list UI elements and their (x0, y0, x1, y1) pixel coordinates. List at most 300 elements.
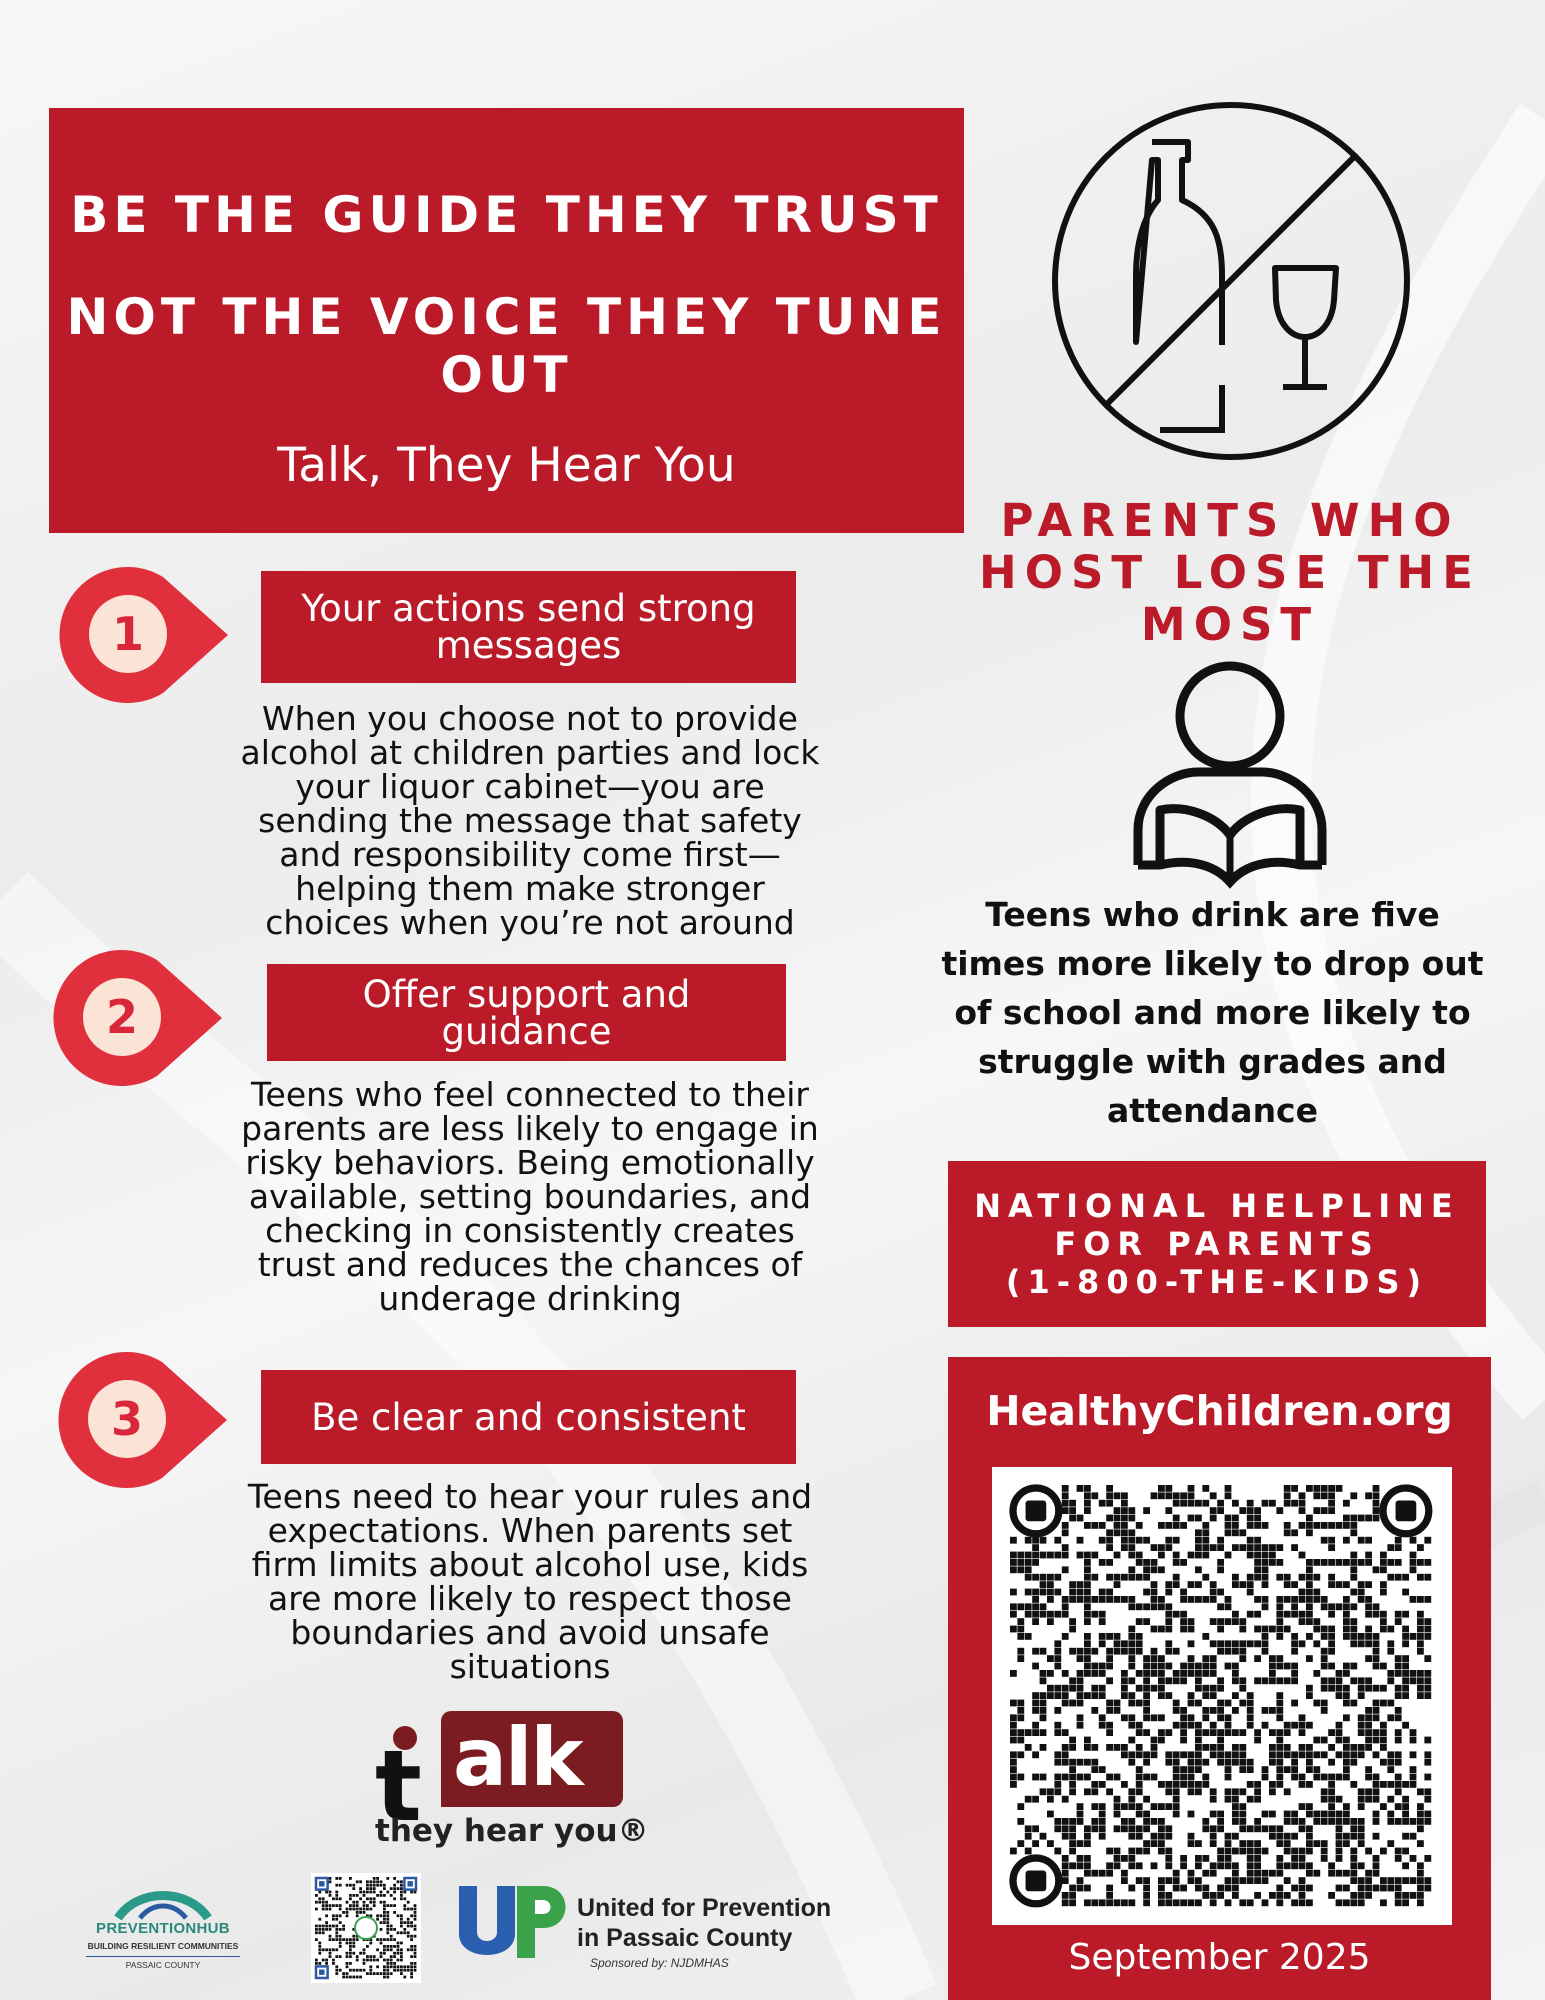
qr-module (403, 1897, 406, 1900)
qr-module (1084, 1485, 1091, 1492)
qr-module (1417, 1611, 1424, 1618)
qr-module (335, 1897, 338, 1900)
qr-module (1387, 1648, 1394, 1655)
qr-module (1410, 1833, 1417, 1840)
qr-module (376, 1914, 379, 1917)
qr-module (1128, 1751, 1135, 1758)
qr-module (407, 1918, 410, 1921)
qr-module (1365, 1774, 1372, 1781)
qr-module (1262, 1870, 1269, 1877)
qr-module (1084, 1589, 1091, 1596)
qr-module (1232, 1811, 1239, 1818)
qr-module (349, 1962, 352, 1965)
qr-module (397, 1965, 400, 1968)
qr-module (1239, 1751, 1246, 1758)
qr-module (1328, 1759, 1335, 1766)
qr-module (1091, 1522, 1098, 1529)
qr-module (1254, 1515, 1261, 1522)
qr-module (1395, 1663, 1402, 1670)
qr-module (1380, 1700, 1387, 1707)
qr-module (1336, 1522, 1343, 1529)
qr-module (1350, 1552, 1357, 1559)
qr-module (390, 1972, 393, 1975)
qr-module (1262, 1707, 1269, 1714)
qr-module (1336, 1581, 1343, 1588)
qr-module (1328, 1803, 1335, 1810)
qr-module (1225, 1796, 1232, 1803)
qr-module (1321, 1855, 1328, 1862)
qr-module (1395, 1559, 1402, 1566)
qr-module (1121, 1640, 1128, 1647)
qr-module (393, 1952, 396, 1955)
qr-module (393, 1938, 396, 1941)
qr-module (393, 1877, 396, 1880)
qr-module (1328, 1818, 1335, 1825)
qr-module (1336, 1811, 1343, 1818)
qr-module (1306, 1899, 1313, 1906)
qr-module (1291, 1529, 1298, 1536)
qr-module (1291, 1774, 1298, 1781)
qr-module (346, 1972, 349, 1975)
qr-module (325, 1921, 328, 1924)
qr-module (410, 1908, 413, 1911)
qr-module (349, 1938, 352, 1941)
qr-module (1276, 1855, 1283, 1862)
qr-module (1210, 1744, 1217, 1751)
qr-module (1373, 1855, 1380, 1862)
qr-module (386, 1945, 389, 1948)
qr-module (1291, 1648, 1298, 1655)
qr-module (1417, 1892, 1424, 1899)
qr-module (1262, 1552, 1269, 1559)
qr-module (1084, 1559, 1091, 1566)
small-qr-code-icon[interactable] (311, 1873, 421, 1983)
qr-module (393, 1945, 396, 1948)
qr-module (1336, 1677, 1343, 1684)
qr-module (1173, 1611, 1180, 1618)
qr-module (1195, 1766, 1202, 1773)
qr-module (1143, 1877, 1150, 1884)
qr-module (1114, 1700, 1121, 1707)
qr-module (1195, 1544, 1202, 1551)
qr-module (1047, 1574, 1054, 1581)
qr-module (1343, 1774, 1350, 1781)
qr-module (1062, 1729, 1069, 1736)
tip-3-number: 3 (88, 1380, 166, 1458)
qr-module (359, 1880, 362, 1883)
qr-module (1328, 1611, 1335, 1618)
qr-module (1232, 1677, 1239, 1684)
qr-module (1173, 1759, 1180, 1766)
qr-module (1114, 1648, 1121, 1655)
qr-module (1269, 1833, 1276, 1840)
qr-module (1091, 1552, 1098, 1559)
qr-module (1025, 1603, 1032, 1610)
qr-module (1343, 1559, 1350, 1566)
qr-module (335, 1891, 338, 1894)
qr-module (1128, 1663, 1135, 1670)
qr-module (1262, 1544, 1269, 1551)
qr-module (366, 1972, 369, 1975)
qr-module (1121, 1685, 1128, 1692)
qr-module (1047, 1611, 1054, 1618)
qr-module (1299, 1507, 1306, 1514)
qr-module (1128, 1855, 1135, 1862)
qr-module (1158, 1818, 1165, 1825)
qr-module (1106, 1707, 1113, 1714)
qr-module (335, 1955, 338, 1958)
qr-module (386, 1962, 389, 1965)
qr-module (1395, 1885, 1402, 1892)
qr-module (1188, 1626, 1195, 1633)
qr-module (407, 1969, 410, 1972)
qr-module (1247, 1515, 1254, 1522)
qr-module (1373, 1611, 1380, 1618)
qr-module (1336, 1899, 1343, 1906)
qr-module (1165, 1877, 1172, 1884)
qr-module (1291, 1670, 1298, 1677)
qr-module (1143, 1677, 1150, 1684)
qr-module (1350, 1833, 1357, 1840)
qr-module (1262, 1640, 1269, 1647)
qr-module (1121, 1818, 1128, 1825)
qr-module (373, 1891, 376, 1894)
qr-module (414, 1925, 417, 1928)
qr-module (1091, 1803, 1098, 1810)
qr-module (407, 1908, 410, 1911)
qr-module (325, 1948, 328, 1951)
qr-module (1254, 1655, 1261, 1662)
qr-module (1306, 1811, 1313, 1818)
qr-module (1210, 1722, 1217, 1729)
qr-module (1328, 1626, 1335, 1633)
qr-module (356, 1976, 359, 1979)
qr-module (1239, 1685, 1246, 1692)
qr-module (1225, 1877, 1232, 1884)
qr-module (1062, 1899, 1069, 1906)
qr-module (1099, 1766, 1106, 1773)
qr-module (1247, 1707, 1254, 1714)
qr-module (1062, 1507, 1069, 1514)
qr-module (410, 1948, 413, 1951)
qr-module (1077, 1877, 1084, 1884)
qr-module (1313, 1522, 1320, 1529)
qr-module (386, 1948, 389, 1951)
qr-module (1128, 1796, 1135, 1803)
qr-module (1165, 1618, 1172, 1625)
qr-module (1395, 1611, 1402, 1618)
qr-module (1202, 1781, 1209, 1788)
qr-module (1343, 1685, 1350, 1692)
qr-module (1040, 1788, 1047, 1795)
qr-module (1306, 1559, 1313, 1566)
qr-module (1017, 1633, 1024, 1640)
qr-module (1017, 1707, 1024, 1714)
qr-module (1143, 1685, 1150, 1692)
qr-module (1032, 1663, 1039, 1670)
qr-module (1062, 1877, 1069, 1884)
qr-module (325, 1959, 328, 1962)
qr-module (1373, 1737, 1380, 1744)
qr-module (369, 1959, 372, 1962)
qr-module (1128, 1825, 1135, 1832)
qr-module (1343, 1626, 1350, 1633)
qr-module (356, 1908, 359, 1911)
qr-module (1069, 1648, 1076, 1655)
qr-module (335, 1914, 338, 1917)
qr-module (1358, 1885, 1365, 1892)
qr-module (1336, 1603, 1343, 1610)
qr-module (1321, 1751, 1328, 1758)
qr-module (1136, 1522, 1143, 1529)
qr-module (1202, 1892, 1209, 1899)
qr-module (1276, 1574, 1283, 1581)
qr-module (349, 1952, 352, 1955)
qr-module (400, 1884, 403, 1887)
qr-module (400, 1959, 403, 1962)
qr-module (1373, 1603, 1380, 1610)
qr-module (1395, 1737, 1402, 1744)
qr-module (352, 1894, 355, 1897)
qr-module (1225, 1618, 1232, 1625)
qr-module (1291, 1611, 1298, 1618)
qr-module (414, 1935, 417, 1938)
qr-module (1380, 1552, 1387, 1559)
qr-module (363, 1962, 366, 1965)
qr-module (1336, 1833, 1343, 1840)
website-link[interactable]: HealthyChildren.org (986, 1387, 1453, 1435)
qr-module (1106, 1596, 1113, 1603)
qr-module (400, 1942, 403, 1945)
qr-module (400, 1965, 403, 1968)
qr-module (1410, 1766, 1417, 1773)
qr-module (1202, 1544, 1209, 1551)
qr-module (1232, 1833, 1239, 1840)
qr-module (1077, 1803, 1084, 1810)
tip-2-body: Teens who feel connected to their parents are less likely to engage in risky behaviors. Being emotionally available, setting boundaries, and checking in consistently creates trust and reduces the chances of underage drinking (241, 1075, 819, 1318)
qr-module (1336, 1485, 1343, 1492)
qr-module (1091, 1574, 1098, 1581)
qr-module (1262, 1648, 1269, 1655)
qr-module (380, 1891, 383, 1894)
qr-module (1143, 1537, 1150, 1544)
qr-module (1343, 1744, 1350, 1751)
qr-module (1128, 1759, 1135, 1766)
qr-module (1373, 1507, 1380, 1514)
qr-module (1128, 1885, 1135, 1892)
qr-module (1306, 1611, 1313, 1618)
qr-code-icon[interactable] (992, 1467, 1452, 1925)
qr-module (359, 1908, 362, 1911)
qr-finder-center (407, 1881, 412, 1886)
qr-module (1225, 1855, 1232, 1862)
qr-module (1128, 1626, 1135, 1633)
qr-module (1291, 1751, 1298, 1758)
qr-module (1239, 1766, 1246, 1773)
qr-module (1284, 1848, 1291, 1855)
qr-module (1291, 1596, 1298, 1603)
qr-module (1343, 1885, 1350, 1892)
qr-module (1151, 1589, 1158, 1596)
qr-module (1328, 1781, 1335, 1788)
qr-module (1225, 1515, 1232, 1522)
qr-module (322, 1948, 325, 1951)
qr-module (1047, 1589, 1054, 1596)
qr-module (1099, 1811, 1106, 1818)
qr-module (1247, 1574, 1254, 1581)
qr-module (1350, 1626, 1357, 1633)
qr-module (1350, 1640, 1357, 1647)
qr-module (1195, 1677, 1202, 1684)
qr-module (322, 1901, 325, 1904)
qr-module (1350, 1492, 1357, 1499)
qr-module (1143, 1507, 1150, 1514)
qr-module (1358, 1685, 1365, 1692)
qr-module (349, 1976, 352, 1979)
qr-module (1158, 1729, 1165, 1736)
qr-module (1321, 1485, 1328, 1492)
qr-module (414, 1962, 417, 1965)
qr-module (1040, 1581, 1047, 1588)
qr-module (349, 1884, 352, 1887)
qr-module (1373, 1714, 1380, 1721)
qr-module (390, 1894, 393, 1897)
qr-module (1410, 1751, 1417, 1758)
qr-module (1017, 1803, 1024, 1810)
qr-module (1032, 1751, 1039, 1758)
qr-module (1143, 1707, 1150, 1714)
qr-module (1269, 1811, 1276, 1818)
qr-module (1387, 1670, 1394, 1677)
qr-module (1195, 1840, 1202, 1847)
qr-module (1128, 1566, 1135, 1573)
header-subtitle: Talk, They Hear You (277, 438, 736, 493)
qr-module (1299, 1862, 1306, 1869)
qr-module (1077, 1885, 1084, 1892)
qr-module (1395, 1618, 1402, 1625)
qr-module (1188, 1663, 1195, 1670)
qr-module (1395, 1670, 1402, 1677)
qr-module (359, 1891, 362, 1894)
qr-center-badge (355, 1917, 377, 1939)
publication-date: September 2025 (1068, 1937, 1371, 1978)
qr-module (1084, 1633, 1091, 1640)
qr-module (1225, 1774, 1232, 1781)
qr-module (383, 1887, 386, 1890)
qr-module (1114, 1862, 1121, 1869)
qr-module (1380, 1722, 1387, 1729)
qr-module (1077, 1811, 1084, 1818)
qr-module (369, 1942, 372, 1945)
qr-module (1202, 1529, 1209, 1536)
qr-module (1343, 1633, 1350, 1640)
qr-module (1291, 1759, 1298, 1766)
qr-module (369, 1908, 372, 1911)
qr-module (1054, 1537, 1061, 1544)
qr-module (376, 1972, 379, 1975)
qr-module (1336, 1855, 1343, 1862)
qr-module (386, 1969, 389, 1972)
qr-module (1128, 1596, 1135, 1603)
qr-module (1336, 1870, 1343, 1877)
qr-module (342, 1972, 345, 1975)
qr-module (1121, 1677, 1128, 1684)
qr-module (1410, 1677, 1417, 1684)
qr-module (1084, 1618, 1091, 1625)
qr-module (363, 1904, 366, 1907)
qr-module (393, 1928, 396, 1931)
qr-module (407, 1965, 410, 1968)
qr-module (1091, 1692, 1098, 1699)
qr-module (1313, 1492, 1320, 1499)
qr-module (1343, 1714, 1350, 1721)
qr-module (325, 1928, 328, 1931)
qr-module (397, 1948, 400, 1951)
qr-module (1121, 1537, 1128, 1544)
qr-module (1188, 1500, 1195, 1507)
qr-module (339, 1938, 342, 1941)
qr-module (1188, 1899, 1195, 1906)
qr-module (315, 1925, 318, 1928)
qr-module (1402, 1633, 1409, 1640)
qr-module (1077, 1759, 1084, 1766)
qr-module (414, 1965, 417, 1968)
qr-module (1173, 1670, 1180, 1677)
qr-module (1128, 1544, 1135, 1551)
qr-module (1350, 1759, 1357, 1766)
qr-module (1321, 1648, 1328, 1655)
qr-module (1025, 1744, 1032, 1751)
qr-module (1040, 1700, 1047, 1707)
qr-module (1225, 1729, 1232, 1736)
qr-module (1136, 1722, 1143, 1729)
qr-module (1136, 1877, 1143, 1884)
qr-module (1128, 1552, 1135, 1559)
qr-module (1225, 1722, 1232, 1729)
qr-module (407, 1921, 410, 1924)
qr-module (1010, 1848, 1017, 1855)
qr-module (352, 1969, 355, 1972)
qr-module (339, 1897, 342, 1900)
qr-module (1210, 1729, 1217, 1736)
qr-module (1417, 1862, 1424, 1869)
qr-module (1284, 1500, 1291, 1507)
qr-module (1358, 1818, 1365, 1825)
qr-module (1173, 1899, 1180, 1906)
qr-module (1202, 1729, 1209, 1736)
qr-module (369, 1880, 372, 1883)
qr-module (1350, 1899, 1357, 1906)
qr-module (1395, 1685, 1402, 1692)
qr-module (1402, 1626, 1409, 1633)
qr-module (1262, 1581, 1269, 1588)
qr-module (1313, 1507, 1320, 1514)
qr-module (339, 1914, 342, 1917)
qr-module (1424, 1670, 1431, 1677)
qr-module (1254, 1611, 1261, 1618)
qr-module (407, 1901, 410, 1904)
qr-module (1210, 1870, 1217, 1877)
qr-module (366, 1955, 369, 1958)
qr-module (410, 1914, 413, 1917)
qr-module (393, 1904, 396, 1907)
qr-module (346, 1942, 349, 1945)
qr-module (1069, 1685, 1076, 1692)
qr-module (1099, 1500, 1106, 1507)
qr-module (1188, 1581, 1195, 1588)
qr-module (1358, 1692, 1365, 1699)
qr-module (1299, 1885, 1306, 1892)
